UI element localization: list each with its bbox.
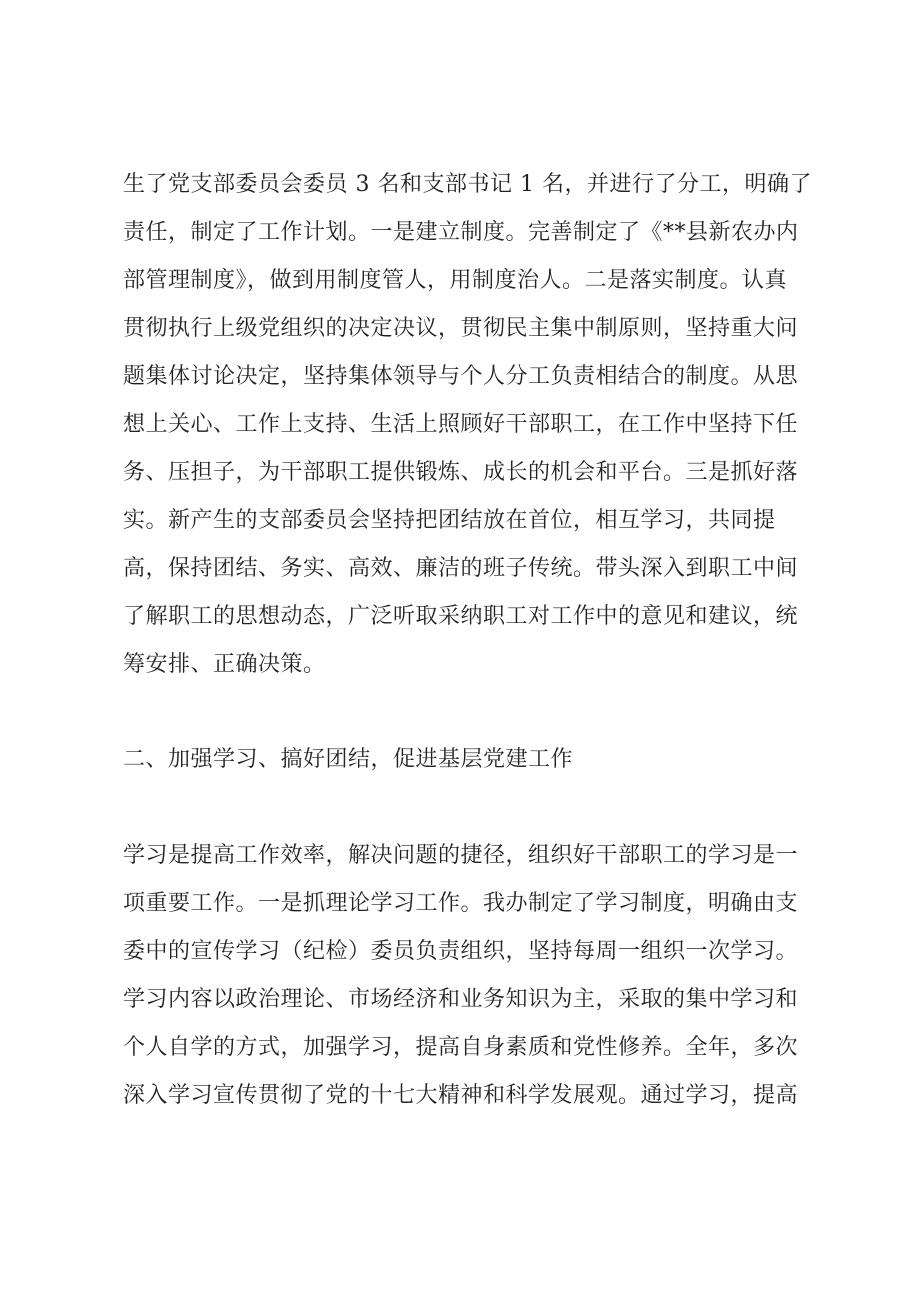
text-line: 项重要工作。一是抓理论学习工作。我办制定了学习制度，明确由支: [123, 891, 799, 916]
text-line: 题集体讨论决定，坚持集体领导与个人分工负责相结合的制度。从思: [123, 364, 799, 389]
text-line: 学习内容以政治理论、市场经济和业务知识为主，采取的集中学习和: [123, 987, 799, 1012]
text-line: 高，保持团结、务实、高效、廉洁的班子传统。带头深入到职工中间: [123, 556, 799, 581]
text-line: 委中的宣传学习（纪检）委员负责组织，坚持每周一组织一次学习。: [123, 939, 799, 964]
section-heading-text: 二、加强学习、搞好团结，促进基层党建工作: [123, 747, 574, 772]
section-heading: [123, 736, 823, 784]
text-line: 深入学习宣传贯彻了党的十七大精神和科学发展观。通过学习，提高: [123, 1083, 799, 1108]
text-line: 生了党支部委员会委员 3 名和支部书记 1 名，并进行了分工，明确了: [123, 172, 812, 197]
text-line: 学习是提高工作效率，解决问题的捷径，组织好干部职工的学习是一: [123, 843, 799, 868]
text-line: 筹安排、正确决策。: [123, 652, 326, 677]
text-line: 责任，制定了工作计划。一是建立制度。完善制定了《**县新农办内: [123, 220, 799, 245]
text-line: 想上关心、工作上支持、生活上照顾好干部职工，在工作中坚持下任: [123, 412, 799, 437]
text-line: 实。新产生的支部委员会坚持把团结放在首位，相互学习，共同提: [123, 508, 776, 533]
text-line: 了解职工的思想动态，广泛听取采纳职工对工作中的意见和建议，统: [123, 604, 799, 629]
text-line: 部管理制度》，做到用制度管人，用制度治人。二是落实制度。认真: [123, 268, 788, 293]
text-line: 贯彻执行上级党组织的决定决议，贯彻民主集中制原则，坚持重大问: [123, 316, 799, 341]
text-line: 个人自学的方式，加强学习，提高自身素质和党性修养。全年，多次: [123, 1035, 799, 1060]
text-line: 务、压担子，为干部职工提供锻炼、成长的机会和平台。三是抓好落: [123, 460, 799, 485]
paragraph-study-work: [123, 832, 823, 1120]
paragraph-party-branch-system: [123, 161, 823, 689]
